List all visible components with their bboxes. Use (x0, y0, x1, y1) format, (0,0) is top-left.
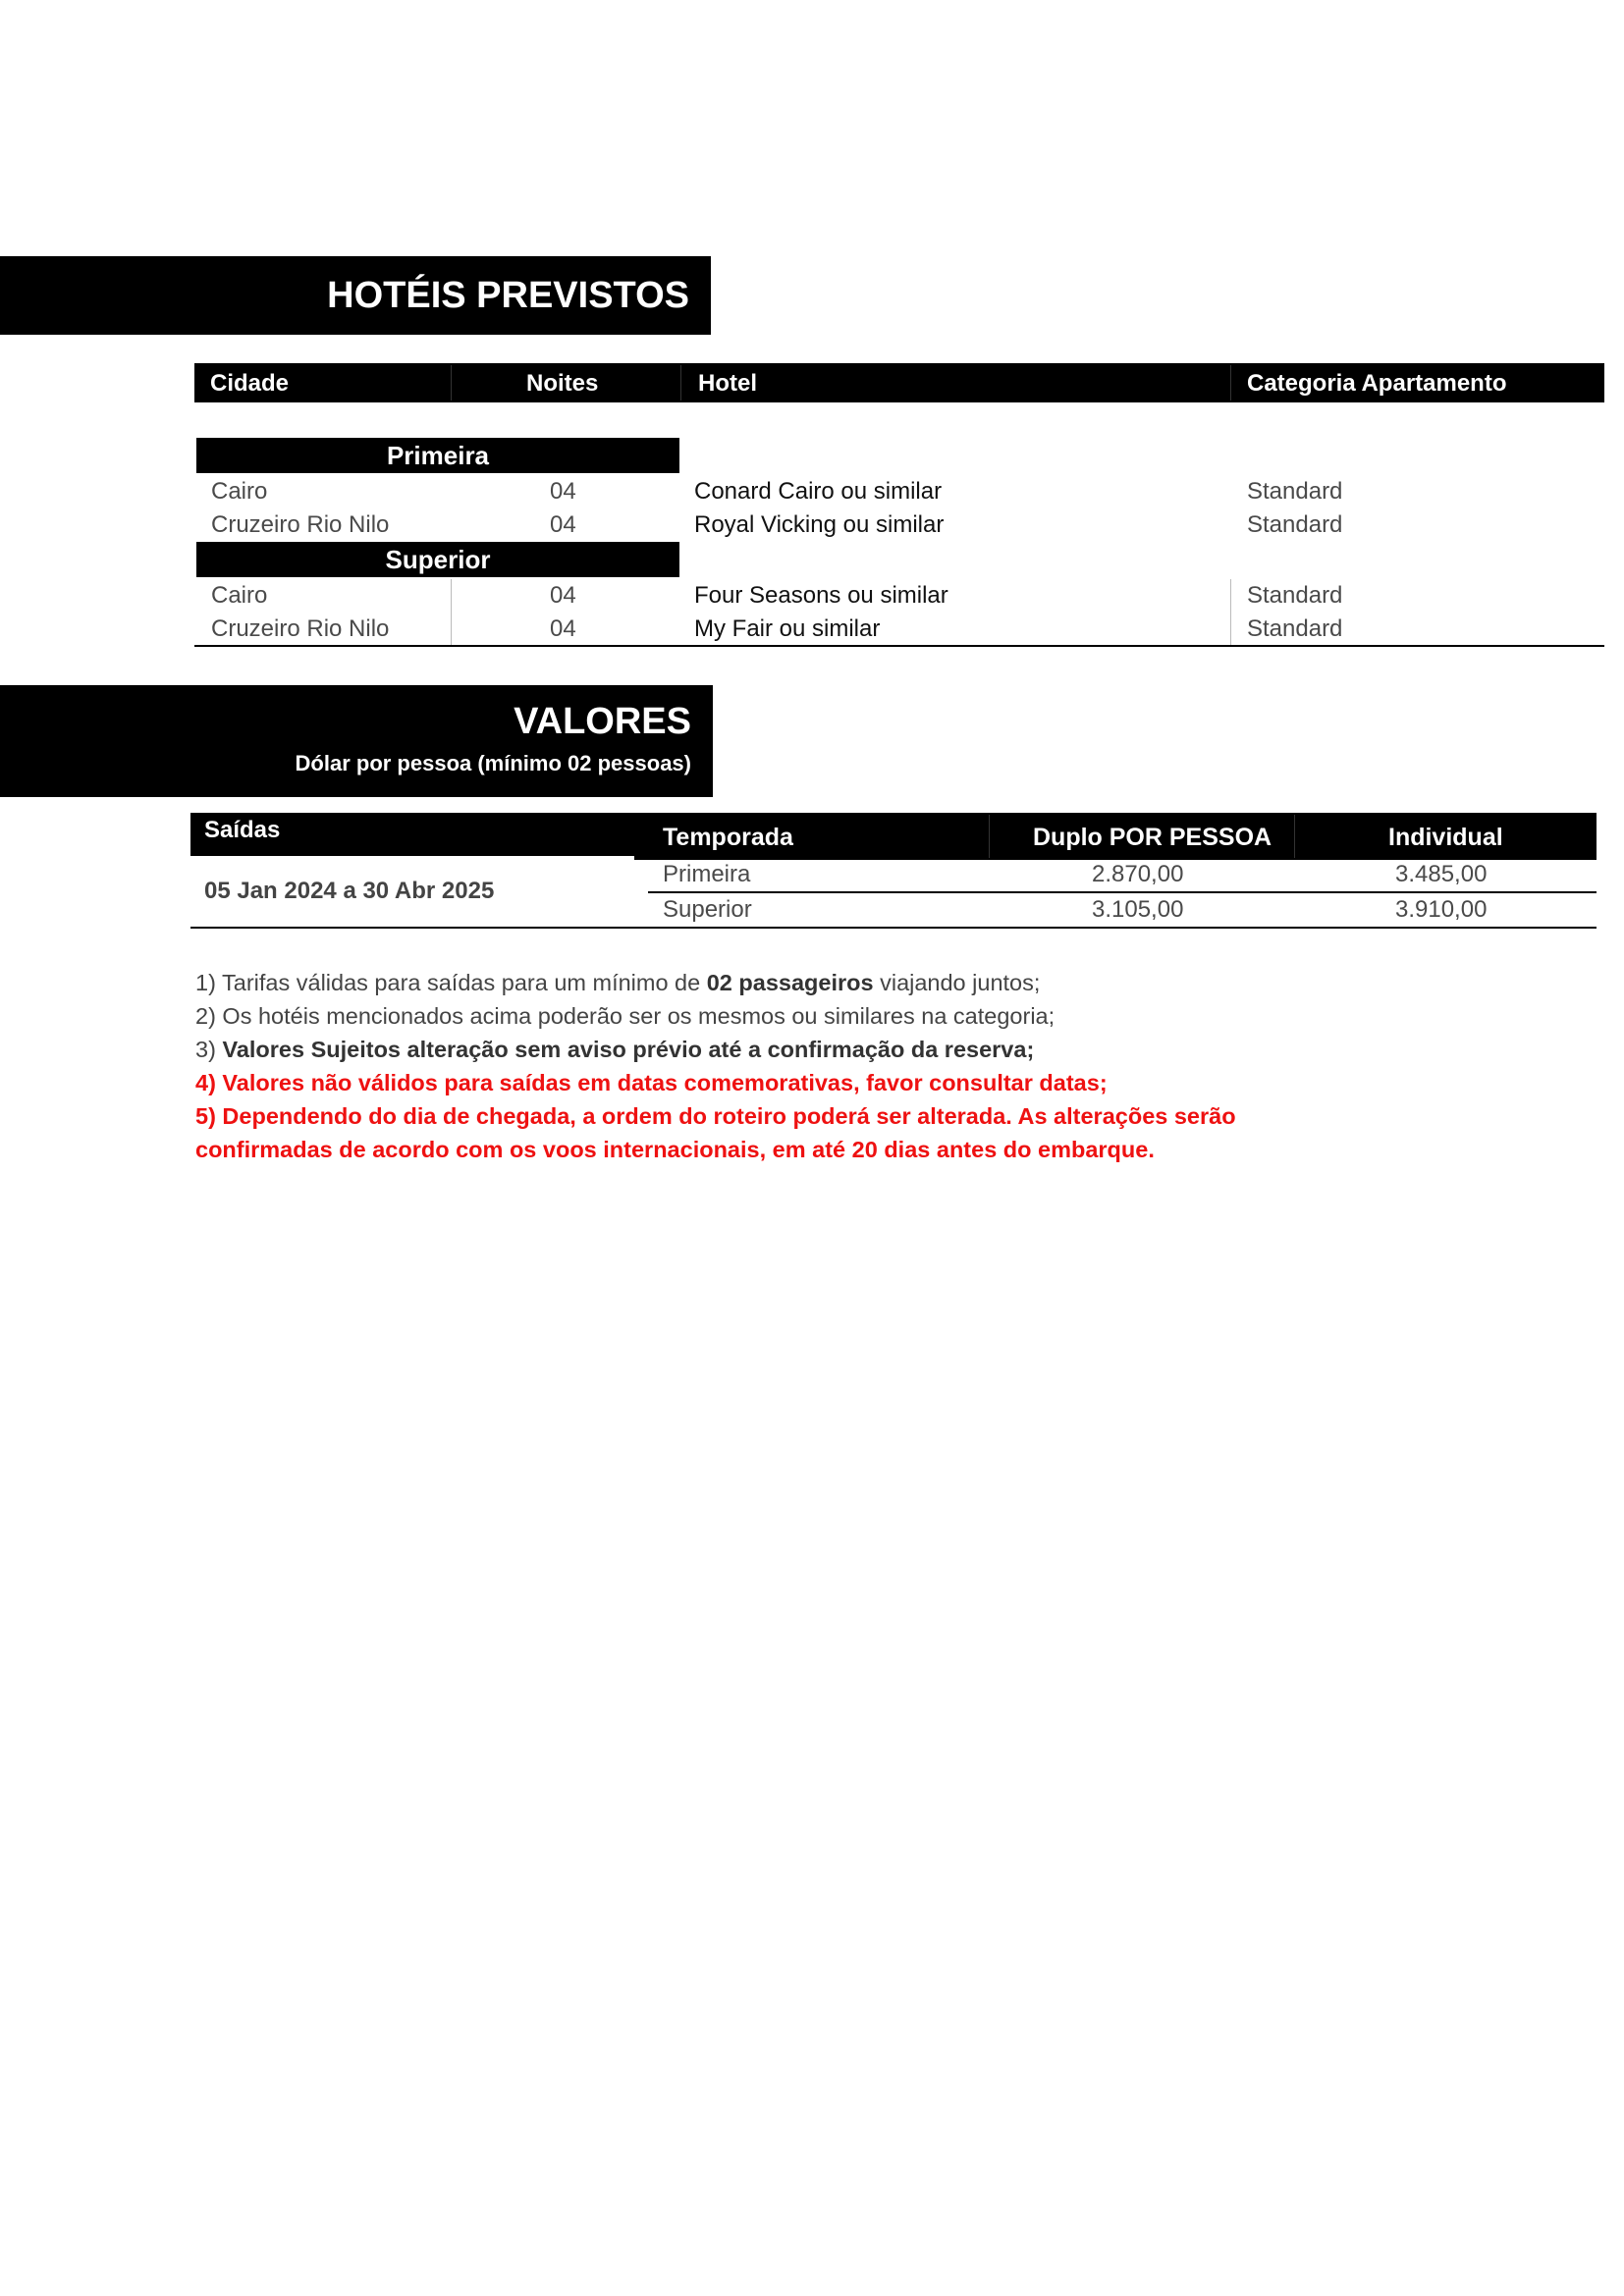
col-header-duplo: Duplo POR PESSOA (1033, 824, 1272, 851)
hoteis-banner (0, 256, 711, 335)
row-noites: 04 (550, 615, 576, 642)
header-divider (1294, 815, 1295, 858)
note-1 (195, 966, 1423, 999)
col-header-individual: Individual (1388, 824, 1503, 851)
header-divider (1230, 365, 1231, 400)
row-duplo: 3.105,00 (1092, 896, 1184, 923)
row-categoria: Standard (1247, 511, 1343, 538)
note-bold: Valores Sujeitos alteração sem aviso prévio até a confirmação da reserva; (222, 1037, 1035, 1062)
note-text: 1) Tarifas válidas para saídas para um mínimo de (195, 970, 707, 995)
row-hotel: Royal Vicking ou similar (694, 511, 945, 538)
row-cidade: Cruzeiro Rio Nilo (211, 615, 390, 642)
group-label-primeira (196, 438, 679, 473)
table-bottom-rule (190, 927, 1597, 929)
row-cidade: Cairo (211, 582, 268, 609)
col-header-cidade: Cidade (210, 370, 290, 397)
note-4: 4) Valores não válidos para saídas em datas comemorativas, favor consultar datas; (195, 1070, 1108, 1095)
header-divider (451, 365, 452, 400)
hoteis-title: HOTÉIS PREVISTOS (327, 275, 689, 316)
row-divider (648, 891, 1597, 893)
column-divider (1230, 579, 1231, 646)
row-hotel: Four Seasons ou similar (694, 582, 948, 609)
row-temporada: Primeira (663, 861, 751, 887)
table-bottom-rule (194, 645, 1604, 647)
row-cidade: Cairo (211, 478, 268, 505)
note-text: 3) (195, 1037, 223, 1062)
note-bold: 02 passageiros (706, 970, 874, 995)
group-label-superior (196, 542, 679, 577)
row-categoria: Standard (1247, 478, 1343, 505)
row-hotel: Conard Cairo ou similar (694, 478, 943, 505)
note-2: 2) Os hotéis mencionados acima poderão ser os mesmos ou similares na categoria; (195, 1003, 1056, 1029)
valores-banner (0, 685, 713, 797)
col-header-temporada: Temporada (663, 824, 793, 851)
col-header-hotel: Hotel (698, 370, 757, 397)
row-noites: 04 (550, 511, 576, 538)
row-cidade: Cruzeiro Rio Nilo (211, 511, 390, 538)
header-divider (680, 365, 681, 400)
row-categoria: Standard (1247, 582, 1343, 609)
row-categoria: Standard (1247, 615, 1343, 642)
column-divider (451, 579, 452, 646)
row-hotel: My Fair ou similar (694, 615, 881, 642)
row-duplo: 2.870,00 (1092, 861, 1184, 887)
row-individual: 3.910,00 (1395, 896, 1488, 923)
note-text: viajando juntos; (873, 970, 1041, 995)
header-divider (989, 815, 990, 858)
row-noites: 04 (550, 582, 576, 609)
note-5-line-2: confirmadas de acordo com os voos internacionais, em até 20 dias antes do embarque. (195, 1137, 1155, 1162)
group-label-text: Primeira (386, 441, 490, 470)
note-3 (195, 1033, 1423, 1066)
col-header-noites: Noites (526, 370, 599, 397)
col-header-saidas: Saídas (204, 817, 281, 843)
valores-subtitle: Dólar por pessoa (mínimo 02 pessoas) (295, 751, 691, 775)
row-noites: 04 (550, 478, 576, 505)
notes-list (195, 966, 1423, 1166)
row-temporada: Superior (663, 896, 752, 923)
col-header-categoria: Categoria Apartamento (1247, 370, 1507, 397)
valores-title: VALORES (514, 701, 691, 742)
group-label-text: Superior (385, 545, 491, 574)
periodo-saidas: 05 Jan 2024 a 30 Abr 2025 (204, 878, 495, 904)
row-individual: 3.485,00 (1395, 861, 1488, 887)
note-5-line-1: 5) Dependendo do dia de chegada, a ordem do roteiro poderá ser alterada. As alterações serão (195, 1103, 1236, 1129)
